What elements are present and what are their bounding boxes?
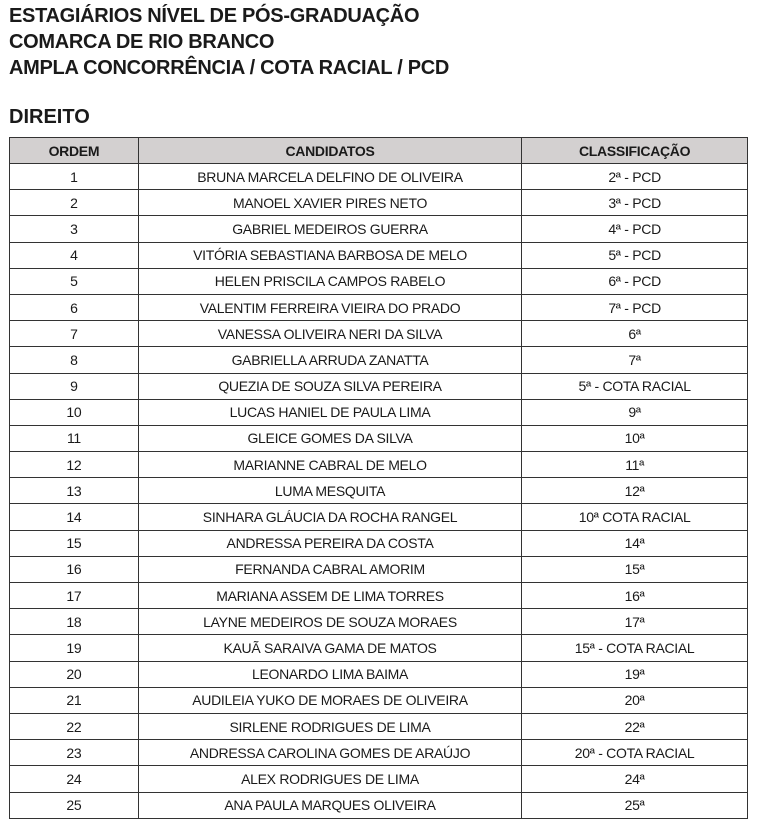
candidate-name-cell: SINHARA GLÁUCIA DA ROCHA RANGEL (138, 504, 521, 530)
candidate-name-cell: QUEZIA DE SOUZA SILVA PEREIRA (138, 373, 521, 399)
ordem-cell: 22 (10, 713, 139, 739)
candidate-name-cell: LAYNE MEDEIROS DE SOUZA MORAES (138, 609, 521, 635)
table-row (10, 347, 748, 373)
ordem-cell: 16 (10, 556, 139, 582)
table-row (10, 452, 748, 478)
candidate-name-cell: MANOEL XAVIER PIRES NETO (138, 190, 521, 216)
classification-cell: 16ª (522, 583, 748, 609)
candidate-name-cell: FERNANDA CABRAL AMORIM (138, 556, 521, 582)
table-row (10, 478, 748, 504)
classification-cell: 25ª (522, 792, 748, 818)
candidate-name-cell: VALENTIM FERREIRA VIEIRA DO PRADO (138, 294, 521, 320)
classification-cell: 19ª (522, 661, 748, 687)
classification-cell: 6ª (522, 321, 748, 347)
candidate-name-cell: ANA PAULA MARQUES OLIVEIRA (138, 792, 521, 818)
ordem-cell: 1 (10, 164, 139, 190)
table-row (10, 556, 748, 582)
table-row (10, 190, 748, 216)
classification-cell: 3ª - PCD (522, 190, 748, 216)
table-row (10, 321, 748, 347)
candidate-name-cell: VITÓRIA SEBASTIANA BARBOSA DE MELO (138, 242, 521, 268)
table-row (10, 216, 748, 242)
ordem-cell: 2 (10, 190, 139, 216)
candidate-name-cell: BRUNA MARCELA DELFINO DE OLIVEIRA (138, 164, 521, 190)
header-candidatos: CANDIDATOS (138, 138, 521, 164)
candidate-name-cell: GABRIEL MEDEIROS GUERRA (138, 216, 521, 242)
table-header-row (10, 138, 748, 164)
candidate-name-cell: KAUÃ SARAIVA GAMA DE MATOS (138, 635, 521, 661)
classification-cell: 9ª (522, 399, 748, 425)
header-classificacao: CLASSIFICAÇÃO (522, 138, 748, 164)
candidate-name-cell: ALEX RODRIGUES DE LIMA (138, 766, 521, 792)
table-row (10, 268, 748, 294)
section-heading: DIREITO (9, 106, 90, 128)
table-row (10, 504, 748, 530)
ordem-cell: 21 (10, 687, 139, 713)
ordem-cell: 18 (10, 609, 139, 635)
table-row (10, 294, 748, 320)
classification-cell: 7ª (522, 347, 748, 373)
classification-cell: 10ª (522, 425, 748, 451)
classification-cell: 4ª - PCD (522, 216, 748, 242)
table-row (10, 425, 748, 451)
table-row (10, 740, 748, 766)
classification-cell: 2ª - PCD (522, 164, 748, 190)
classification-cell: 7ª - PCD (522, 294, 748, 320)
candidate-name-cell: VANESSA OLIVEIRA NERI DA SILVA (138, 321, 521, 347)
table-row (10, 164, 748, 190)
document-title (9, 3, 449, 81)
ordem-cell: 4 (10, 242, 139, 268)
table-row (10, 583, 748, 609)
classification-cell: 10ª COTA RACIAL (522, 504, 748, 530)
table-row (10, 661, 748, 687)
ordem-cell: 9 (10, 373, 139, 399)
header-ordem: ORDEM (10, 138, 139, 164)
candidate-name-cell: SIRLENE RODRIGUES DE LIMA (138, 713, 521, 739)
table-row (10, 373, 748, 399)
candidate-name-cell: LUMA MESQUITA (138, 478, 521, 504)
ordem-cell: 20 (10, 661, 139, 687)
ordem-cell: 19 (10, 635, 139, 661)
candidate-name-cell: LEONARDO LIMA BAIMA (138, 661, 521, 687)
candidate-name-cell: ANDRESSA PEREIRA DA COSTA (138, 530, 521, 556)
classification-cell: 15ª - COTA RACIAL (522, 635, 748, 661)
table-row (10, 530, 748, 556)
candidates-table (9, 137, 748, 819)
table-row (10, 713, 748, 739)
title-line: AMPLA CONCORRÊNCIA / COTA RACIAL / PCD (9, 57, 450, 79)
table-row (10, 687, 748, 713)
ordem-cell: 3 (10, 216, 139, 242)
ordem-cell: 15 (10, 530, 139, 556)
table-row (10, 766, 748, 792)
ordem-cell: 17 (10, 583, 139, 609)
classification-cell: 24ª (522, 766, 748, 792)
ordem-cell: 23 (10, 740, 139, 766)
classification-cell: 14ª (522, 530, 748, 556)
ordem-cell: 6 (10, 294, 139, 320)
classification-cell: 5ª - PCD (522, 242, 748, 268)
classification-cell: 17ª (522, 609, 748, 635)
ordem-cell: 25 (10, 792, 139, 818)
table-row (10, 792, 748, 818)
ordem-cell: 5 (10, 268, 139, 294)
title-line: ESTAGIÁRIOS NÍVEL DE PÓS-GRADUAÇÃO (9, 5, 420, 27)
candidate-name-cell: GLEICE GOMES DA SILVA (138, 425, 521, 451)
ordem-cell: 8 (10, 347, 139, 373)
ordem-cell: 14 (10, 504, 139, 530)
candidate-name-cell: MARIANA ASSEM DE LIMA TORRES (138, 583, 521, 609)
classification-cell: 20ª - COTA RACIAL (522, 740, 748, 766)
classification-cell: 12ª (522, 478, 748, 504)
candidate-name-cell: AUDILEIA YUKO DE MORAES DE OLIVEIRA (138, 687, 521, 713)
candidate-name-cell: ANDRESSA CAROLINA GOMES DE ARAÚJO (138, 740, 521, 766)
title-line: COMARCA DE RIO BRANCO (9, 31, 275, 53)
candidate-name-cell: LUCAS HANIEL DE PAULA LIMA (138, 399, 521, 425)
ordem-cell: 11 (10, 425, 139, 451)
candidate-name-cell: HELEN PRISCILA CAMPOS RABELO (138, 268, 521, 294)
table-row (10, 399, 748, 425)
candidate-name-cell: MARIANNE CABRAL DE MELO (138, 452, 521, 478)
ordem-cell: 7 (10, 321, 139, 347)
ordem-cell: 12 (10, 452, 139, 478)
ordem-cell: 24 (10, 766, 139, 792)
table-row (10, 242, 748, 268)
candidate-name-cell: GABRIELLA ARRUDA ZANATTA (138, 347, 521, 373)
ordem-cell: 10 (10, 399, 139, 425)
ordem-cell: 13 (10, 478, 139, 504)
classification-cell: 22ª (522, 713, 748, 739)
classification-cell: 11ª (522, 452, 748, 478)
classification-cell: 15ª (522, 556, 748, 582)
classification-cell: 5ª - COTA RACIAL (522, 373, 748, 399)
classification-cell: 6ª - PCD (522, 268, 748, 294)
table-row (10, 609, 748, 635)
classification-cell: 20ª (522, 687, 748, 713)
table-row (10, 635, 748, 661)
